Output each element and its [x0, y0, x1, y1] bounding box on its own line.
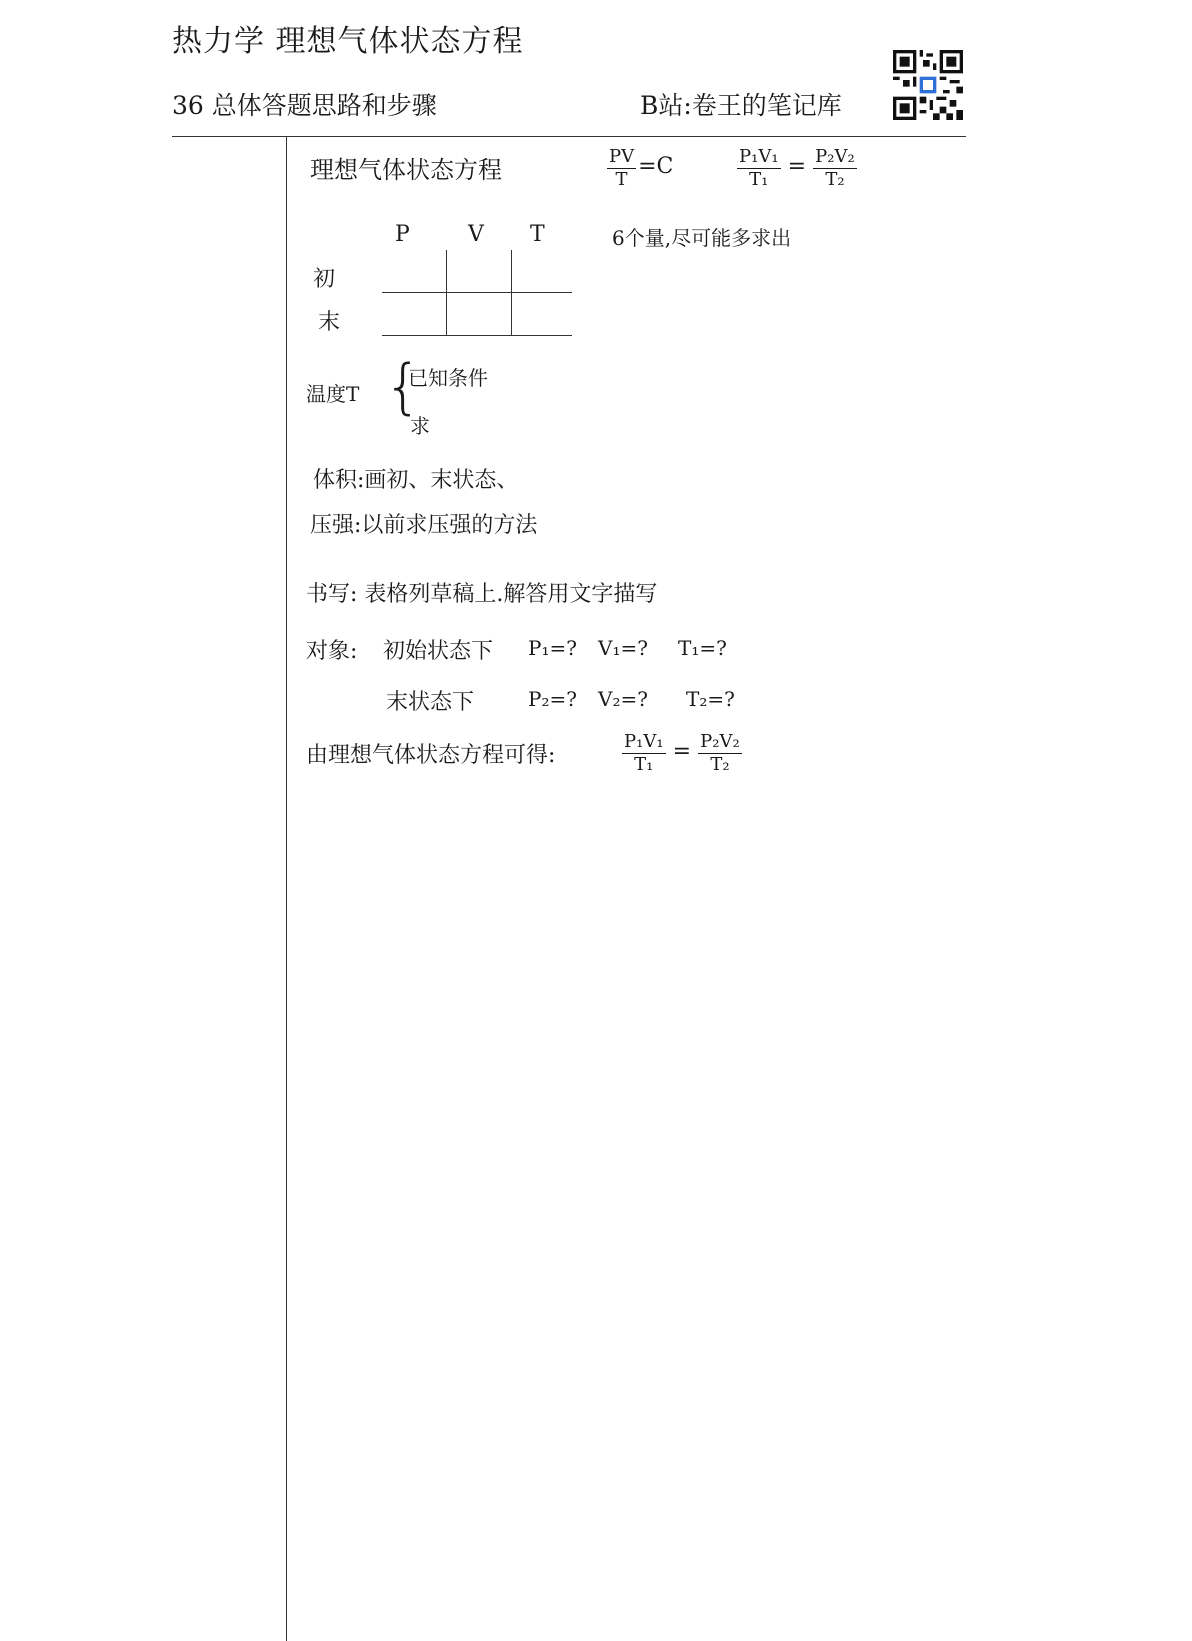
- table-cell: [512, 293, 573, 336]
- formula-numerator: PV: [609, 146, 635, 167]
- site-credit: B站:卷王的笔记库: [640, 91, 842, 120]
- temperature-label: 温度T: [306, 382, 360, 406]
- temperature-find: 求: [410, 414, 430, 438]
- table-row-initial: 初: [313, 267, 336, 292]
- initial-t: T₁=?: [678, 636, 727, 660]
- formula-two-states: [735, 148, 859, 189]
- formula-pv-over-t: [605, 148, 673, 189]
- final-p: P₂=?: [528, 687, 577, 711]
- table-cell: [447, 293, 512, 336]
- conclusion-equals: =: [672, 739, 692, 764]
- volume-line: 体积:画初、末状态、: [313, 468, 519, 493]
- formula-rhs: =C: [638, 154, 674, 179]
- writing-line: 书写: 表格列草稿上.解答用文字描写: [306, 582, 658, 607]
- formula-rhs-denominator: T₂: [825, 169, 845, 190]
- table-cell: [382, 293, 447, 336]
- temperature-known: 已知条件: [408, 366, 488, 390]
- table-cell: [382, 250, 447, 293]
- object-label: 对象:: [306, 639, 358, 664]
- formula-denominator: T: [615, 169, 628, 190]
- table-row: [382, 250, 572, 293]
- conclusion-formula: [620, 733, 744, 774]
- pvt-table: [382, 250, 572, 336]
- qr-code-icon: [893, 50, 963, 120]
- conclusion-lhs-denominator: T₁: [634, 754, 654, 775]
- table-row-final: 末: [318, 310, 341, 335]
- final-v: V₂=?: [598, 687, 648, 711]
- table-cell: [512, 250, 573, 293]
- page-title: 热力学 理想气体状态方程: [172, 24, 524, 59]
- initial-state-label: 初始状态下: [383, 639, 494, 664]
- table-cell: [447, 250, 512, 293]
- conclusion-rhs-numerator: P₂V₂: [700, 731, 740, 752]
- final-t: T₂=?: [686, 687, 735, 711]
- section-subtitle: 36 总体答题思路和步骤: [172, 91, 437, 120]
- conclusion-rhs-denominator: T₂: [710, 754, 730, 775]
- margin-line: [286, 136, 287, 1641]
- brace-icon: {: [384, 352, 423, 422]
- formula-equals: =: [787, 154, 807, 179]
- table-note: 6个量,尽可能多求出: [612, 226, 792, 250]
- formula-rhs-numerator: P₂V₂: [815, 146, 855, 167]
- header-divider: [172, 136, 966, 137]
- table-header-p: P: [395, 222, 410, 247]
- table-header-t: T: [530, 222, 545, 247]
- conclusion-lhs-numerator: P₁V₁: [624, 731, 664, 752]
- formula-lhs-denominator: T₁: [749, 169, 769, 190]
- initial-v: V₁=?: [598, 636, 648, 660]
- formula-lhs-numerator: P₁V₁: [739, 146, 779, 167]
- table-header-v: V: [468, 222, 484, 247]
- final-state-label: 末状态下: [386, 690, 475, 715]
- table-row: [382, 293, 572, 336]
- pressure-line: 压强:以前求压强的方法: [310, 513, 538, 538]
- equation-label: 理想气体状态方程: [310, 156, 502, 184]
- conclusion-text: 由理想气体状态方程可得:: [306, 743, 556, 768]
- initial-p: P₁=?: [528, 636, 577, 660]
